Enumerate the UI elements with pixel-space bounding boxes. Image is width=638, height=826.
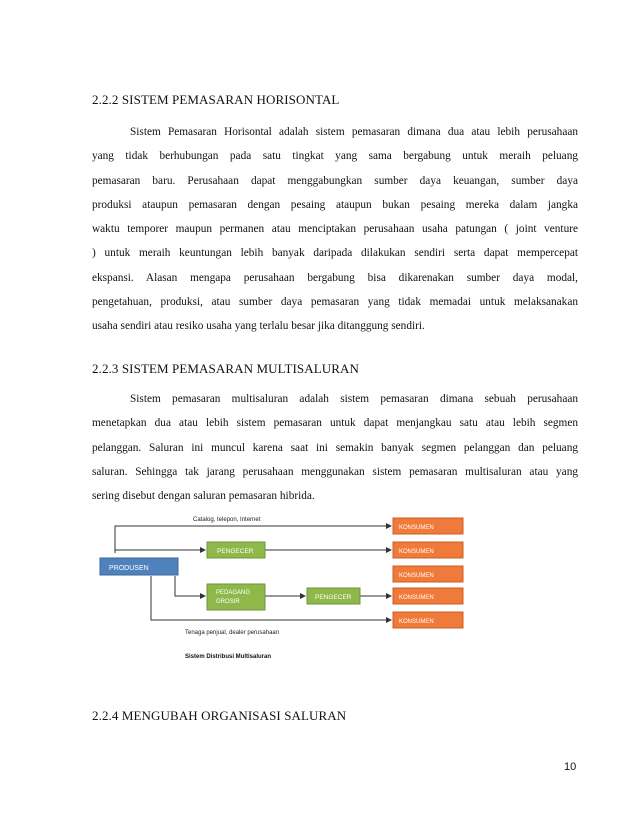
page-number: 10 (564, 761, 577, 773)
route-to-retailer-line (115, 550, 205, 553)
text-line: waktu temporer maupun permanen atau menciptakan perusahaan usaha patungan ( joint venture (92, 223, 578, 236)
diagram-caption: Sistem Distribusi Multisaluran (185, 654, 272, 660)
consumer-label: KONSUMEN (399, 595, 434, 601)
consumer-label: KONSUMEN (399, 619, 434, 625)
text-line: menetapkan dua atau lebih sistem pemasaran untuk dapat menjangkau satu atau lebih segmen (92, 417, 578, 430)
route-label-top: Catalog, telepon, Internet (193, 517, 261, 523)
text-line: usaha sendiri atau resiko usaha yang terlalu besar jika ditanggung sendiri. (92, 320, 425, 333)
section-heading-channel-organization: 2.2.4 MENGUBAH ORGANISASI SALURAN (92, 708, 347, 723)
section-heading-multichannel: 2.2.3 SISTEM PEMASARAN MULTISALURAN (92, 361, 360, 376)
text-line: yang tidak berhubungan pada satu tingkat yang sama bergabung untuk meraih peluang (92, 150, 578, 163)
wholesaler-label-line1: PEDAGANG (216, 590, 251, 596)
text-line: pemasaran baru. Perusahaan dapat menggabungkan sumber daya keuangan, sumber daya (92, 174, 578, 187)
retailer-label-lower: PENGECER (315, 594, 352, 601)
consumer-label: KONSUMEN (399, 549, 434, 555)
retailer-label: PENGECER (217, 548, 254, 555)
consumer-label: KONSUMEN (399, 525, 434, 531)
route-to-wholesaler-line (175, 576, 205, 596)
consumer-label: KONSUMEN (399, 573, 434, 579)
text-line: pelanggan. Saluran ini muncul karena saat ini semakin banyak segmen pelanggan dan peluang (92, 441, 578, 454)
text-line: Sistem Pemasaran Horisontal adalah sistem pemasaran dimana dua atau lebih perusahaan (130, 126, 578, 138)
route-label-bottom: Tenaga penjual, dealer perusahaan (185, 630, 280, 636)
paragraph-multichannel (92, 387, 578, 508)
text-line: ekspansi. Alasan mengapa perusahaan bergabung bisa dikarenakan sumber daya modal, (92, 271, 578, 284)
text-line: ) untuk meraih keuntungan lebih banyak daripada dilakukan sendiri serta dapat mempercepat (92, 247, 578, 260)
text-line: saluran. Sehingga tak jarang perusahaan menggunakan sistem pemasaran multisaluran atau yang (92, 465, 578, 478)
producer-label: PRODUSEN (109, 565, 149, 572)
section-heading-horizontal: 2.2.2 SISTEM PEMASARAN HORISONTAL (92, 92, 340, 107)
text-line: Sistem pemasaran multisaluran adalah sistem pemasaran dimana sebuah perusahaan (130, 393, 578, 405)
text-line: sering disebut dengan saluran pemasaran hibrida. (92, 490, 315, 503)
wholesaler-box (207, 584, 265, 610)
text-line: pengetahuan, produksi, atau sumber daya pemasaran yang tidak memadai untuk melaksanakan (92, 296, 578, 309)
multichannel-distribution-diagram (95, 510, 485, 665)
paragraph-horizontal (92, 120, 578, 339)
text-line: produksi ataupun pemasaran dengan pesaing ataupun bukan pesaing mereka dalam jangka (92, 198, 578, 211)
wholesaler-label-line2: GROSIR (216, 599, 240, 605)
